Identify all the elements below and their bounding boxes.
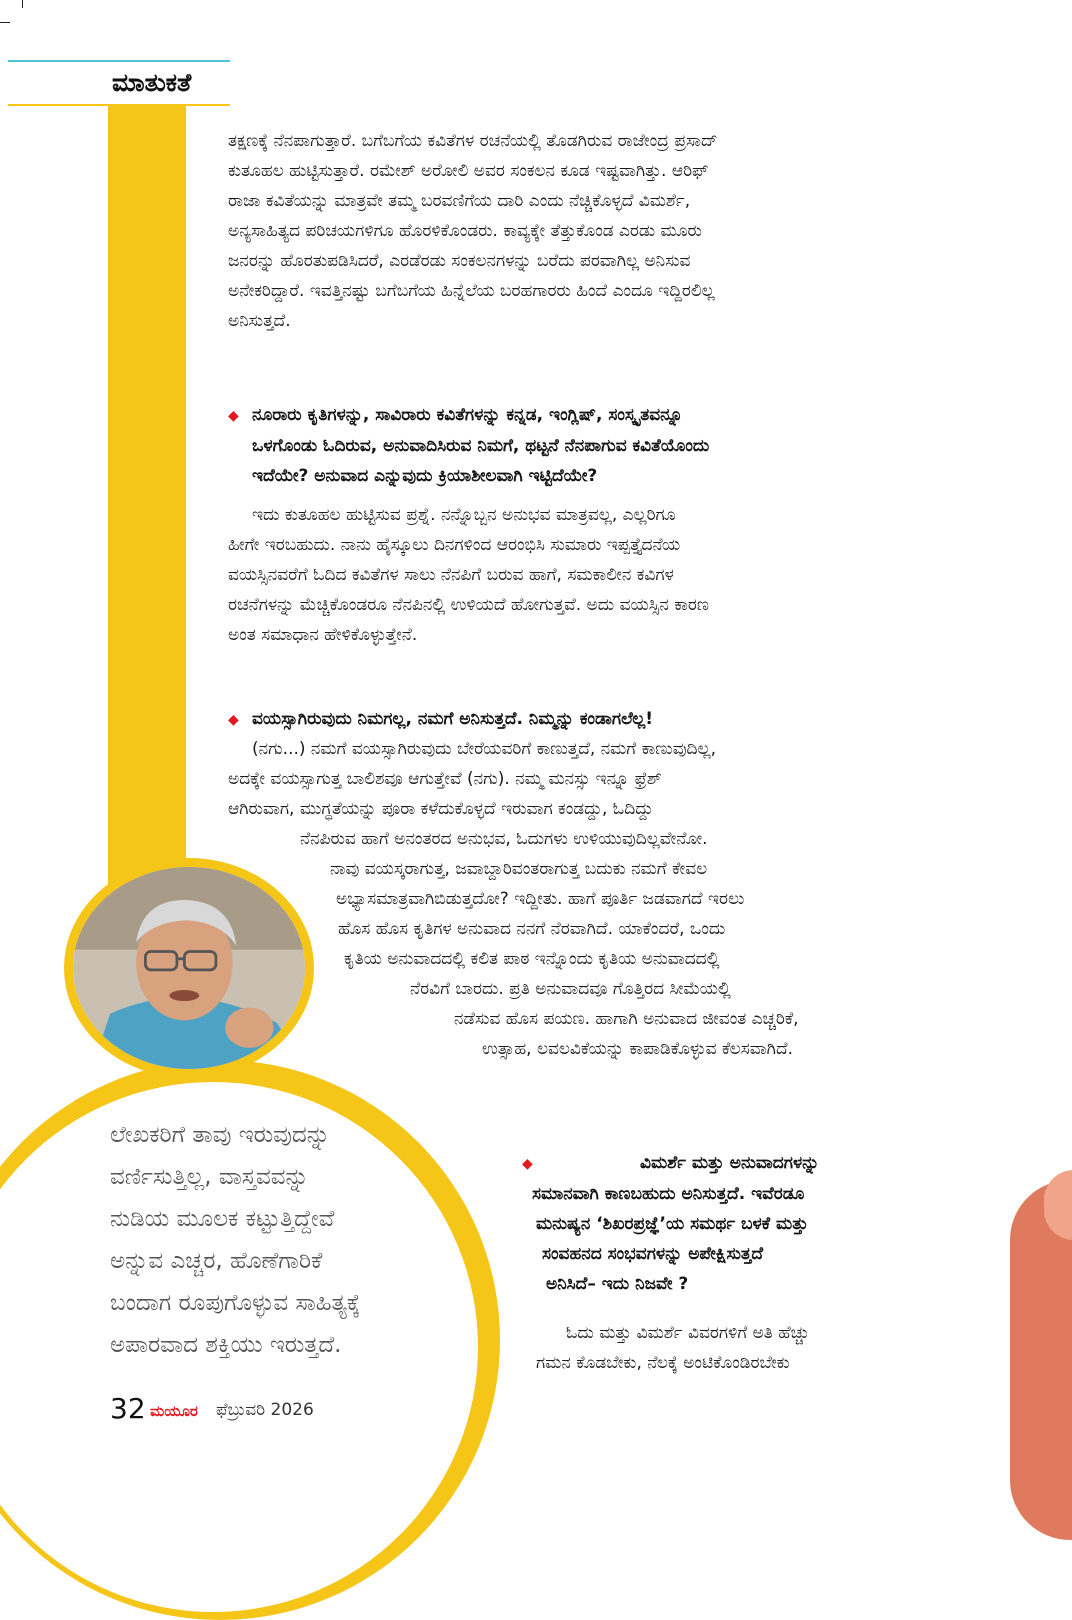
answer-paragraph-3 — [536, 1318, 809, 1378]
text-line: ಅನೇಕರಿದ್ದಾರೆ. ಇವತ್ತಿನಷ್ಟು ಬಗೆಬಗೆಯ ಹಿನ್ನೆಲೆಯ ಬರಹಗಾರರು ಹಿಂದೆ ಎಂದೂ ಇದ್ದಿರಲಿಲ್ಲ — [228, 281, 715, 301]
interview-question-2 — [228, 704, 653, 735]
answer-paragraph-1 — [228, 500, 709, 650]
text-line: ಅಂತ ಸಮಾಧಾನ ಹೇಳಿಕೊಳ್ಳುತ್ತೇನೆ. — [228, 625, 418, 645]
question-line: ಒಳಗೊಂಡು ಓದಿರುವ, ಅನುವಾದಿಸಿರುವ ನಿಮಗೆ, ಥಟ್ಟನೆ ನೆನಪಾಗುವ ಕವಿತೆಯೊಂದು — [252, 436, 710, 456]
question-line: ಸಮಾನವಾಗಿ ಕಾಣಬಹುದು ಅನಿಸುತ್ತದೆ. ಇವೆರಡೂ — [532, 1184, 805, 1204]
question-line: ನೂರಾರು ಕೃತಿಗಳನ್ನು, ಸಾವಿರಾರು ಕವಿತೆಗಳನ್ನು ಕನ್ನಡ, ಇಂಗ್ಲಿಷ್, ಸಂಸ್ಕೃತವನ್ನೂ — [252, 405, 683, 425]
interview-question-3 — [522, 1148, 819, 1299]
text-line: ತಕ್ಷಣಕ್ಕೆ ನೆನಪಾಗುತ್ತಾರೆ. ಬಗೆಬಗೆಯ ಕವಿತೆಗಳ ರಚನೆಯಲ್ಲಿ ತೊಡಗಿರುವ ರಾಜೇಂದ್ರ ಪ್ರಸಾದ್ — [228, 131, 718, 151]
magazine-name: ಮಯೂರ — [150, 1402, 198, 1420]
text-line: ಅದಕ್ಕೇ ವಯಸ್ಸಾಗುತ್ತ ಬಾಲಿಶವೂ ಆಗುತ್ತೇವೆ (ನಗು). ನಮ್ಮ ಮನಸ್ಸು ಇನ್ನೂ ಫ್ರೆಶ್ — [228, 769, 662, 789]
quote-line: ನುಡಿಯ ಮೂಲಕ ಕಟ್ಟುತ್ತಿದ್ದೇವೆ — [110, 1206, 335, 1232]
text-line: ಹೊಸ ಹೊಸ ಕೃತಿಗಳ ಅನುವಾದ ನನಗೆ ನೆರವಾಗಿದೆ. ಯಾಕೆಂದರೆ, ಒಂದು — [338, 919, 726, 939]
question-line: ಇದೆಯೇ? ಅನುವಾದ ಎನ್ನುವುದು ಕ್ರಿಯಾಶೀಲವಾಗಿ ಇಟ್ಟಿದೆಯೇ? — [252, 466, 598, 486]
text-line: ಗಮನ ಕೊಡಬೇಕು, ನೆಲಕ್ಕೆ ಅಂಟಿಕೊಂಡಿರಬೇಕು — [536, 1353, 790, 1373]
crop-mark — [22, 0, 23, 8]
quote-line: ಅಪಾರವಾದ ಶಕ್ತಿಯು ಇರುತ್ತದೆ. — [110, 1332, 342, 1358]
text-line: ಕುತೂಹಲ ಹುಟ್ಟಿಸುತ್ತಾರೆ. ರಮೇಶ್ ಅರೋಲಿ ಅವರ ಸಂಕಲನ ಕೂಡ ಇಷ್ಟವಾಗಿತ್ತು. ಆರಿಫ್ — [228, 161, 709, 181]
question-line: ಅನಿಸಿದೆ– ಇದು ನಿಜವೇ ? — [546, 1274, 689, 1294]
quote-line: ಅನ್ನುವ ಎಚ್ಚರ, ಹೊಣೆಗಾರಿಕೆ — [110, 1248, 323, 1274]
text-line: (ನಗು...) ನಮಗೆ ವಯಸ್ಸಾಗಿರುವುದು ಬೇರೆಯವರಿಗೆ ಕಾಣುತ್ತದೆ, ನಮಗೆ ಕಾಣುವುದಿಲ್ಲ, — [252, 739, 716, 759]
text-line: ಅನ್ಯಸಾಹಿತ್ಯದ ಪರಿಚಯಗಳಿಗೂ ಹೊರಳಿಕೊಂಡರು. ಕಾವ್ಯಕ್ಕೇ ತೆತ್ತುಕೊಂಡ ಎರಡು ಮೂರು — [228, 221, 702, 241]
question-line: ವಯಸ್ಸಾಗಿರುವುದು ನಿಮಗಲ್ಲ, ನಮಗೆ ಅನಿಸುತ್ತದೆ. ನಿಮ್ಮನ್ನು ಕಂಡಾಗಲೆಲ್ಲ! — [252, 709, 654, 729]
bullet-icon: ◆ — [228, 408, 239, 424]
issue-date: ಫೆಬ್ರುವರಿ 2026 — [216, 1400, 314, 1420]
text-line: ಕೃತಿಯ ಅನುವಾದದಲ್ಲಿ ಕಲಿತ ಪಾಠ ಇನ್ನೊಂದು ಕೃತಿಯ ಅನುವಾದದಲ್ಲಿ — [344, 949, 720, 969]
bullet-icon: ◆ — [228, 712, 239, 728]
section-title: ಮಾತುಕತೆ — [112, 68, 192, 97]
quote-line: ಲೇಖಕರಿಗೆ ತಾವು ಇರುವುದನ್ನು — [110, 1122, 330, 1148]
page-number: 32 — [110, 1392, 146, 1425]
text-line: ನಾವು ವಯಸ್ಕರಾಗುತ್ತ, ಜವಾಬ್ದಾರಿವಂತರಾಗುತ್ತ ಬದುಕು ನಮಗೆ ಕೇವಲ — [330, 859, 708, 879]
crop-mark — [0, 22, 10, 23]
section-rule-top — [8, 60, 230, 62]
text-line: ಅನಿಸುತ್ತದೆ. — [228, 311, 291, 331]
text-line: ರಾಜಾ ಕವಿತೆಯನ್ನು ಮಾತ್ರವೇ ತಮ್ಮ ಬರವಣಿಗೆಯ ದಾರಿ ಎಂದು ನೆಚ್ಚಿಕೊಳ್ಳದೆ ವಿಮರ್ಶೆ, — [228, 191, 691, 211]
quote-line: ವರ್ಣಿಸುತ್ತಿಲ್ಲ, ವಾಸ್ತವವನ್ನು — [110, 1164, 309, 1190]
pull-quote — [110, 1114, 360, 1366]
text-line: ನೆನಪಿರುವ ಹಾಗೆ ಅನಂತರದ ಅನುಭವ, ಓದುಗಳು ಉಳಿಯುವುದಿಲ್ಲವೇನೋ. — [300, 829, 708, 849]
bullet-icon: ◆ — [522, 1156, 533, 1172]
text-line: ಅಭ್ಯಾಸಮಾತ್ರವಾಗಿಬಿಡುತ್ತದೋ? ಇದ್ದೀತು. ಹಾಗೆ ಪೂರ್ತಿ ಜಡವಾಗದೆ ಇರಲು — [336, 889, 745, 909]
answer-paragraph-2 — [228, 734, 799, 1064]
text-line: ನೆರವಿಗೆ ಬಾರದು. ಪ್ರತಿ ಅನುವಾದವೂ ಗೊತ್ತಿರದ ಸೀಮೆಯಲ್ಲಿ — [410, 979, 731, 999]
text-line: ಹೀಗೇ ಇರಬಹುದು. ನಾನು ಹೈಸ್ಕೂಲು ದಿನಗಳಿಂದ ಆರಂಭಿಸಿ ಸುಮಾರು ಇಪ್ಪತ್ತೈದನೆಯ — [228, 535, 681, 555]
body-paragraph-1 — [228, 126, 717, 336]
question-line: ವಿಮರ್ಶೆ ಮತ್ತು ಅನುವಾದಗಳನ್ನು — [640, 1153, 820, 1173]
text-line: ನಡೆಸುವ ಹೊಸ ಪಯಣ. ಹಾಗಾಗಿ ಅನುವಾದ ಜೀವಂತ ಎಚ್ಚರಿಕೆ, — [454, 1009, 799, 1029]
text-line: ವಯಸ್ಸಿನವರೆಗೆ ಓದಿದ ಕವಿತೆಗಳ ಸಾಲು ನೆನಪಿಗೆ ಬರುವ ಹಾಗೆ, ಸಮಕಾಲೀನ ಕವಿಗಳ — [228, 565, 674, 585]
interview-question-1 — [228, 400, 709, 491]
text-line: ಆಗಿರುವಾಗ, ಮುಗ್ಧತೆಯನ್ನು ಪೂರಾ ಕಳೆದುಕೊಳ್ಳದೆ ಇರುವಾಗ ಕಂಡದ್ದು, ಓದಿದ್ದು — [228, 799, 654, 819]
text-line: ರಚನೆಗಳನ್ನು ಮೆಚ್ಚಿಕೊಂಡರೂ ನೆನಪಿನಲ್ಲಿ ಉಳಿಯದೆ ಹೋಗುತ್ತವೆ. ಅದು ವಯಸ್ಸಿನ ಕಾರಣ — [228, 595, 709, 615]
question-line: ಸಂವಹನದ ಸಂಭವಗಳನ್ನು ಅಪೇಕ್ಷಿಸುತ್ತದೆ — [542, 1244, 764, 1264]
text-line: ಜನರನ್ನು ಹೊರತುಪಡಿಸಿದರೆ, ಎರಡೆರಡು ಸಂಕಲನಗಳನ್ನು ಬರೆದು ಪರವಾಗಿಲ್ಲ ಅನಿಸುವ — [228, 251, 691, 271]
question-line: ಮನುಷ್ಯನ ‘ಶಿಖರಪ್ರಜ್ಞೆ’ಯ ಸಮರ್ಥ ಬಳಕೆ ಮತ್ತು — [536, 1214, 809, 1234]
quote-line: ಬಂದಾಗ ರೂಪುಗೊಳ್ಳುವ ಸಾಹಿತ್ಯಕ್ಕೆ — [110, 1290, 361, 1316]
text-line: ಓದು ಮತ್ತು ವಿಮರ್ಶೆ ವಿವರಗಳಿಗೆ ಅತಿ ಹೆಚ್ಚು — [566, 1323, 810, 1343]
text-line: ಇದು ಕುತೂಹಲ ಹುಟ್ಟಿಸುವ ಪ್ರಶ್ನೆ. ನನ್ನೊಬ್ಬನ ಅನುಭವ ಮಾತ್ರವಲ್ಲ, ಎಲ್ಲರಿಗೂ — [252, 505, 676, 525]
text-line: ಉತ್ಸಾಹ, ಲವಲವಿಕೆಯನ್ನು ಕಾಪಾಡಿಕೊಳ್ಳುವ ಕೆಲಸವಾಗಿದೆ. — [482, 1039, 794, 1059]
